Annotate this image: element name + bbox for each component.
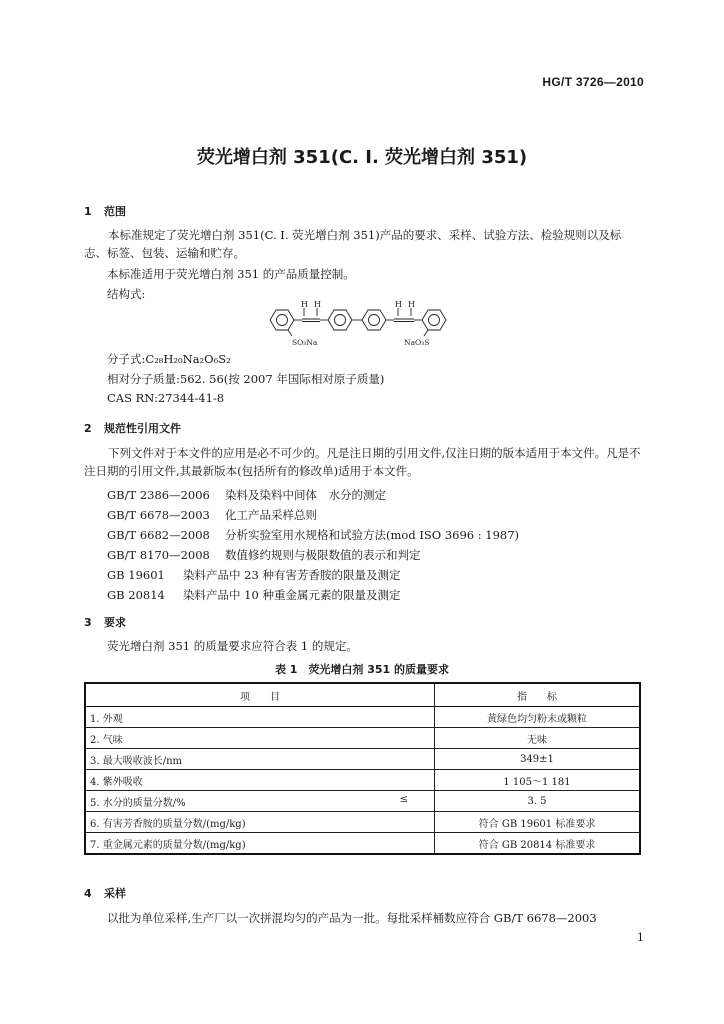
formula-label: 分子式: — [107, 352, 146, 366]
section-3-heading — [84, 614, 126, 630]
hydrogen-label: H — [395, 300, 402, 309]
comparison-symbol: ≤ — [399, 793, 408, 805]
value-cell: 3. 5 — [435, 791, 641, 812]
reference-code: GB/T 2386—2006 — [107, 488, 210, 502]
scope-paragraph-1: 本标准规定了荧光增白剂 351(C. I. 荧光增白剂 351)产品的要求、采样、试验方法、检验规则以及标志、标签、包装、运输和贮存。 — [84, 228, 622, 260]
reference-item — [107, 567, 400, 583]
cas-number: CAS RN:27344-41-8 — [107, 391, 225, 405]
table-header-row — [85, 683, 640, 707]
hydrogen-label: H — [314, 300, 321, 309]
page-number: 1 — [637, 931, 644, 944]
value-cell: 1 105～1 181 — [435, 770, 641, 791]
reference-title: 染料及染料中间体 水分的测定 — [225, 488, 386, 502]
section-number: 3 — [84, 616, 92, 629]
reference-code: GB/T 6678—2003 — [107, 508, 210, 522]
item-label: 1. 外观 — [90, 713, 123, 725]
section-number: 4 — [84, 887, 92, 900]
requirements-intro: 荧光增白剂 351 的质量要求应符合表 1 的规定。 — [107, 639, 358, 653]
reference-item — [107, 587, 400, 603]
value-cell: 符合 GB 20814 标准要求 — [435, 833, 641, 855]
benzene-ring-2 — [328, 310, 352, 330]
sampling-paragraph: 以批为单位采样,生产厂以一次拼混均匀的产品为一批。每批采样桶数应符合 GB/T 6678—2003 — [107, 911, 597, 925]
requirements-table — [84, 682, 641, 855]
item-label: 3. 最大吸收波长/nm — [90, 755, 183, 767]
section-number: 2 — [84, 422, 92, 435]
table-row — [85, 728, 640, 749]
table-row — [85, 791, 640, 812]
reference-code: GB 20814 — [107, 588, 165, 602]
column-header-item: 项 目 — [85, 683, 435, 707]
value-cell: 349±1 — [435, 749, 641, 770]
reference-title: 染料产品中 10 种重金属元素的限量及测定 — [183, 588, 401, 602]
sulfonate-group-left: SO₃Na — [292, 338, 318, 347]
section-title: 规范性引用文件 — [104, 422, 181, 435]
hydrogen-label: H — [408, 300, 415, 309]
scope-paragraph-2: 本标准适用于荧光增白剂 351 的产品质量控制。 — [107, 267, 355, 281]
sulfonate-group-right: NaO₃S — [404, 338, 430, 347]
reference-title: 染料产品中 23 种有害芳香胺的限量及测定 — [183, 568, 401, 582]
item-label: 2. 气味 — [90, 734, 123, 746]
table-row — [85, 749, 640, 770]
item-label: 5. 水分的质量分数/% — [90, 797, 186, 809]
reference-item — [107, 527, 519, 543]
section-2-heading — [84, 420, 181, 436]
item-cell — [85, 707, 435, 728]
item-label: 4. 紫外吸收 — [90, 776, 143, 788]
reference-item — [107, 547, 421, 563]
molecular-mass: 相对分子质量:562. 56(按 2007 年国际相对原子质量) — [107, 372, 385, 386]
section-title: 要求 — [104, 616, 126, 629]
reference-code: GB/T 6682—2008 — [107, 528, 210, 542]
section-4-heading — [84, 885, 126, 901]
item-cell — [85, 728, 435, 749]
reference-title: 分析实验室用水规格和试验方法(mod ISO 3696 : 1987) — [225, 528, 520, 542]
reference-code: GB/T 8170—2008 — [107, 548, 210, 562]
structural-formula — [262, 298, 472, 350]
formula-value: C₂₈H₂₀Na₂O₆S₂ — [145, 352, 231, 366]
table-row — [85, 707, 640, 728]
hydrogen-label: H — [301, 300, 308, 309]
structure-label: 结构式: — [107, 287, 146, 301]
references-intro: 下列文件对于本文件的应用是必不可少的。凡是注日期的引用文件,仅注日期的版本适用于本文件。凡是不注日期的引用文件,其最新版本(包括所有的修改单)适用于本文件。 — [84, 446, 641, 478]
item-cell — [85, 812, 435, 833]
benzene-ring-3 — [362, 310, 386, 330]
reference-item — [107, 487, 386, 503]
table-title: 表 1 荧光增白剂 351 的质量要求 — [274, 663, 450, 676]
table-row — [85, 812, 640, 833]
value-cell: 符合 GB 19601 标准要求 — [435, 812, 641, 833]
section-title: 范围 — [104, 205, 126, 218]
reference-title: 数值修约规则与极限数值的表示和判定 — [225, 548, 421, 562]
standard-code: HG/T 3726—2010 — [542, 75, 644, 89]
item-cell — [85, 791, 435, 812]
section-1-heading — [84, 203, 126, 219]
reference-title: 化工产品采样总则 — [225, 508, 317, 522]
reference-item — [107, 507, 317, 523]
item-label: 7. 重金属元素的质量分数/(mg/kg) — [90, 839, 246, 851]
value-cell: 黄绿色均匀粉末或颗粒 — [435, 707, 641, 728]
table-row — [85, 770, 640, 791]
benzene-ring-1 — [270, 310, 294, 330]
item-cell — [85, 833, 435, 855]
value-cell: 无味 — [435, 728, 641, 749]
benzene-ring-4 — [422, 310, 446, 330]
item-cell — [85, 749, 435, 770]
section-title: 采样 — [104, 887, 126, 900]
section-number: 1 — [84, 205, 92, 218]
item-label: 6. 有害芳香胺的质量分数/(mg/kg) — [90, 818, 246, 830]
table-row — [85, 833, 640, 855]
reference-code: GB 19601 — [107, 568, 165, 582]
molecular-formula — [107, 351, 231, 367]
item-cell — [85, 770, 435, 791]
column-header-value: 指 标 — [435, 683, 641, 707]
document-title: 荧光增白剂 351(C. I. 荧光增白剂 351) — [196, 147, 528, 168]
